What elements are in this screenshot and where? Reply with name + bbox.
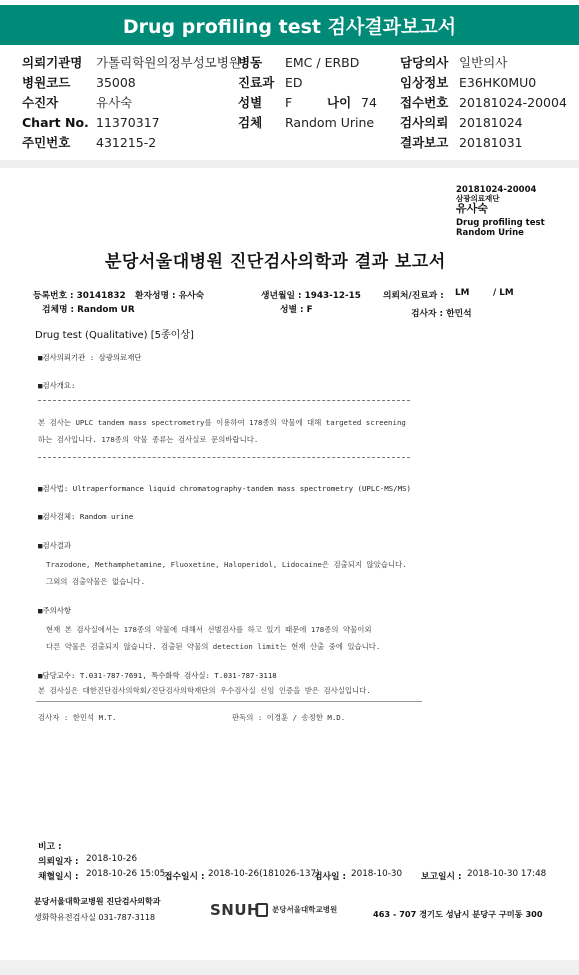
label-clinical-info: 임상정보 — [400, 75, 449, 90]
receive-value: 2018-10-26(181026-137) — [208, 869, 320, 879]
meta-examiner: 검사자 : 한민석 — [411, 309, 472, 319]
divider-line — [38, 457, 410, 458]
label-department: 진료과 — [238, 75, 275, 90]
section-org: ■검사의뢰기관 : 삼광의료재단 — [38, 353, 142, 362]
collect-value: 2018-10-26 15:05 — [86, 869, 166, 879]
overview-line-2: 하는 검사입니다. 178종의 약물 종류는 검사실로 문의바랍니다. — [38, 435, 259, 444]
divider-line — [38, 400, 410, 401]
label-receipt-no: 접수번호 — [400, 95, 449, 110]
stamp-test: Drug profiling test — [456, 218, 545, 228]
meta-patient: 환자성명 : 유사숙 — [135, 291, 205, 301]
lab-name: 분당서울대학교병원 진단검사의학과 — [34, 897, 161, 906]
request-date-label: 의뢰일자 : — [38, 857, 79, 867]
request-date-value: 2018-10-26 — [86, 854, 138, 864]
overview-line-1: 본 검사는 UPLC tandem mass spectrometry를 이용하여 178종의 약물에 대해 targeted screening — [38, 418, 406, 427]
label-patient: 수진자 — [22, 95, 59, 110]
receive-label: 접수일시 : — [164, 872, 205, 882]
value-age: 74 — [361, 95, 377, 110]
value-clinical-info: E36HK0MU0 — [459, 75, 537, 90]
value-request-date: 20181024 — [459, 115, 523, 130]
examiner-line: 검사자 : 한민석 M.T. — [38, 713, 117, 722]
result-line-1: Trazodone, Methamphetamine, Fluoxetine, Haloperidol, Lidocaine은 검출되지 않았습니다. — [46, 560, 407, 569]
value-hospital-code: 35008 — [96, 75, 136, 90]
meta-dept-val1: LM — [455, 288, 470, 298]
meta-dept-val2: / LM — [493, 288, 514, 298]
meta-dob: 생년월일 : 1943-12-15 — [261, 291, 361, 301]
stamp-receipt-no: 20181024-20004 — [456, 185, 537, 195]
info-row-1 — [0, 53, 579, 73]
test-date-label: 검사일 : — [314, 872, 347, 882]
bottom-margin — [0, 960, 579, 975]
note-line-2: 다른 약물은 검출되지 않습니다. 검출된 약물의 detection limit는 현재 산출 중에 있습니다. — [46, 642, 381, 651]
label-report-date: 결과보고 — [400, 135, 449, 150]
value-resident-no: 431215-2 — [96, 135, 157, 150]
section-method: ■검사법: Ultraperformance liquid chromatography-tandem mass spectrometry (UPLC-MS/MS) — [38, 484, 411, 493]
value-patient: 유사숙 — [96, 95, 133, 110]
section-note-head: ■주의사항 — [38, 606, 72, 615]
snuh-logo-text: SNUH — [210, 901, 261, 919]
value-sex: F — [285, 95, 293, 110]
meta-reg-no: 등록번호 : 30141832 — [33, 291, 126, 301]
info-row-3 — [0, 93, 579, 113]
value-receipt-no: 20181024-20004 — [459, 95, 567, 110]
meta-specimen: 검체명 : Random UR — [42, 305, 135, 315]
divider-line — [36, 701, 422, 702]
hospital-address: 463 - 707 경기도 성남시 분당구 구미동 300 — [373, 909, 543, 919]
label-sex: 성별 — [238, 95, 263, 110]
page-title: Drug profiling test 검사결과보고서 — [0, 5, 579, 45]
meta-dept-label: 의뢰처/진료과 : — [383, 291, 444, 301]
stamp-patient: 유사숙 — [456, 202, 488, 215]
stamp-specimen: Random Urine — [456, 228, 524, 238]
value-requesting-org: 가톨릭학원의정부성모병원 — [96, 55, 241, 70]
report-time-label: 보고일시 : — [421, 872, 462, 882]
section-result-head: ■검사결과 — [38, 541, 72, 550]
section-overview-head: ■검사개요: — [38, 381, 76, 390]
value-report-date: 20181031 — [459, 135, 523, 150]
label-hospital-code: 병원코드 — [22, 75, 71, 90]
result-line-2: 그외의 검출약물은 없습니다. — [46, 577, 146, 586]
patient-info — [0, 50, 579, 158]
label-resident-no: 주민번호 — [22, 135, 71, 150]
snuh-logo-icon — [256, 903, 268, 917]
snuh-hospital-name: 분당서울대학교병원 — [272, 905, 338, 914]
label-request-date: 검사의뢰 — [400, 115, 449, 130]
label-requesting-org: 의뢰기관명 — [22, 55, 83, 70]
test-date-value: 2018-10-30 — [351, 869, 403, 879]
section-divider — [0, 160, 579, 168]
label-chart-no: Chart No. — [22, 115, 89, 130]
meta-sex: 성별 : F — [280, 305, 313, 315]
reader-line: 판독의 : 이경훈 / 송정한 M.D. — [232, 713, 346, 722]
report-document — [0, 168, 579, 960]
value-department: ED — [285, 75, 303, 90]
test-title: Drug test (Qualitative) [5종이상] — [35, 330, 194, 341]
info-row-4 — [0, 113, 579, 133]
report-title: 분당서울대병원 진단검사의학과 결과 보고서 — [105, 252, 446, 272]
stamp-org: 삼광의료재단 — [456, 194, 500, 203]
value-chart-no: 11370317 — [96, 115, 160, 130]
label-doctor: 담당의사 — [400, 55, 449, 70]
section-specimen: ■검사검체: Random urine — [38, 512, 134, 521]
section-contact: ■담당교수: T.031-787-7691, 특수화학 검사실: T.031-787-3118 — [38, 671, 277, 680]
label-specimen: 검체 — [238, 115, 263, 130]
report-time-value: 2018-10-30 17:48 — [467, 869, 547, 879]
note-line-1: 현재 본 검사실에서는 178종의 약물에 대해서 선별검사를 하고 있기 때문에 178종의 약물이외 — [46, 625, 372, 634]
collect-label: 채혈일시 : — [38, 872, 79, 882]
info-row-5 — [0, 133, 579, 153]
label-ward: 병동 — [238, 55, 263, 70]
label-age: 나이 — [327, 95, 352, 110]
value-doctor: 일반의사 — [459, 55, 508, 70]
value-ward: EMC / ERBD — [285, 55, 360, 70]
cert-line: 본 검사실은 대한진단검사의학회/진단검사의학재단의 우수검사실 신임 인증을 받은 검사실입니다. — [38, 686, 371, 695]
info-row-2 — [0, 73, 579, 93]
remark-label: 비고 : — [38, 842, 62, 852]
lab-phone: 생화학유전검사실 031-787-3118 — [34, 913, 156, 922]
value-specimen: Random Urine — [285, 115, 375, 130]
